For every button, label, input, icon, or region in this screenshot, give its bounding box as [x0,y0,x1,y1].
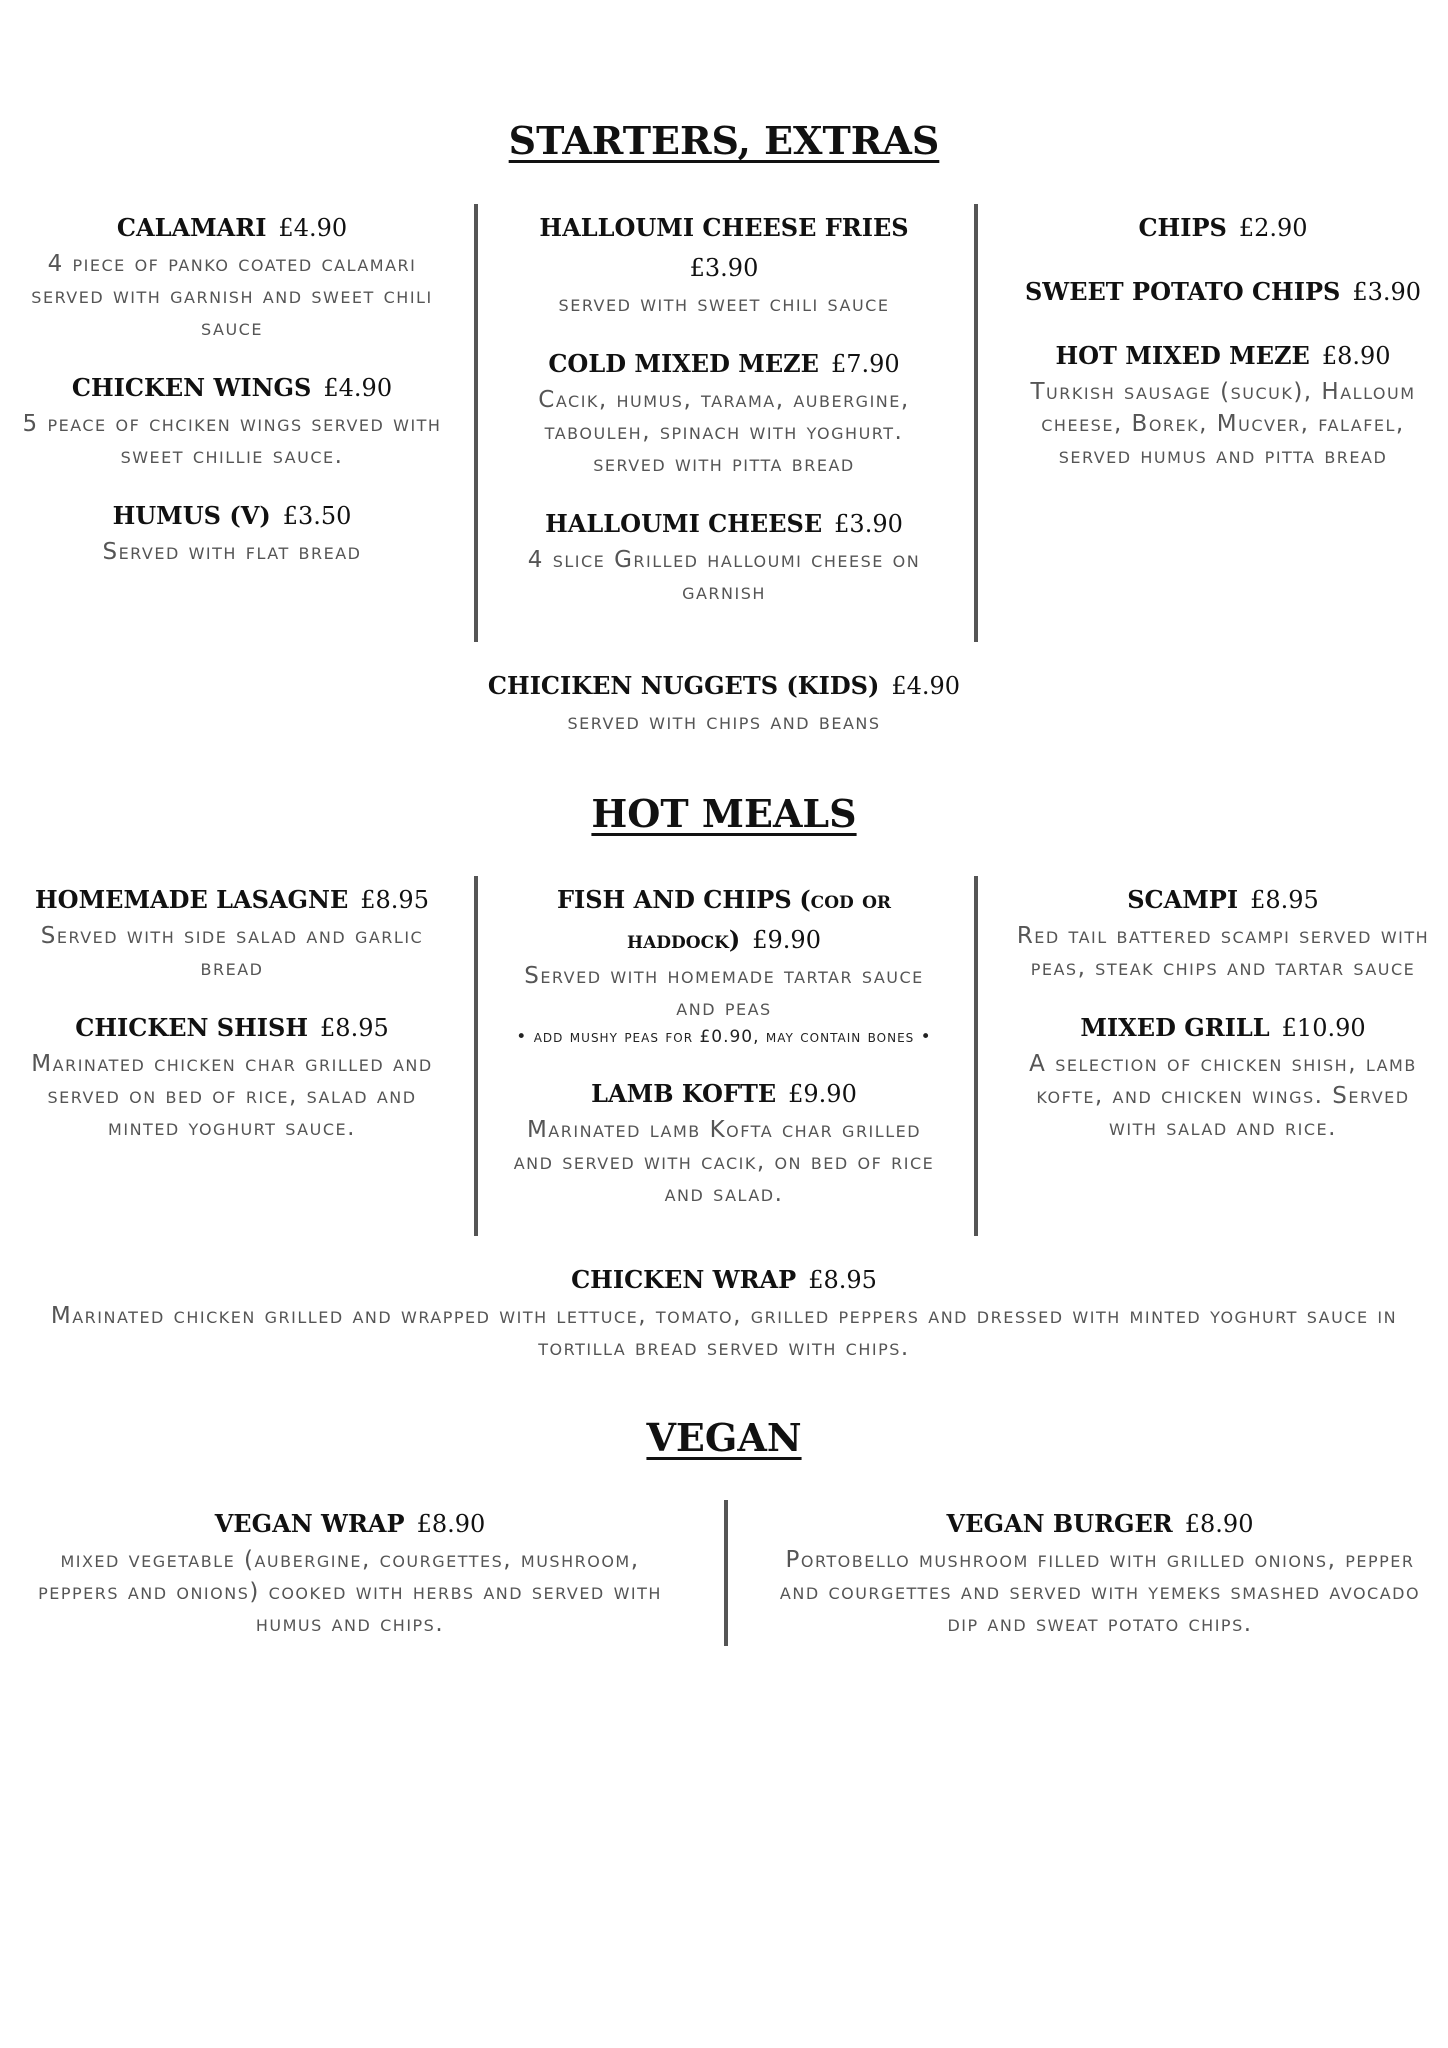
starters-column-2 [510,208,938,632]
item-price: £8.90 [1184,1510,1254,1538]
item-description: served with sweet chili sauce [558,291,890,317]
item-name: CHICKEN SHISH [75,1013,309,1042]
item-name: SCAMPI [1127,885,1239,914]
item-price: £8.95 [1250,886,1319,914]
item-price: £3.90 [689,254,759,282]
item-name: LAMB KOFTE [591,1079,777,1108]
column-divider [474,204,478,642]
menu-item [510,504,938,608]
item-description: Served with flat bread [102,539,362,565]
menu-item [14,208,450,344]
item-note: • add mushy peas for £0.90, may contain bones • [516,1027,932,1047]
menu-item [1010,880,1436,984]
item-description: Turkish sausage (sucuk), Halloum cheese, Borek, Mucver, falafel, served humus and pitta bread [1030,379,1416,469]
hot-meals-column-3 [1010,880,1436,1168]
menu-item [1010,272,1436,312]
menu-item [14,1008,450,1144]
item-description: Portobello mushroom filled with grilled onions, pepper and courgettes and served with yemeks smashed avocado dip and sweat potato chips. [779,1547,1421,1637]
item-description: served with chips and beans [567,709,881,735]
item-price: £8.90 [416,1510,486,1538]
item-price: £4.90 [323,374,393,402]
item-price: £3.50 [282,502,352,530]
menu-item [1010,1008,1436,1144]
item-description: A selection of chicken shish, lamb kofte, and chicken wings. Served with salad and rice. [1029,1051,1417,1141]
item-price: £3.90 [1352,278,1422,306]
item-price: £4.90 [278,214,348,242]
item-name-extra: (cod or haddock) [627,885,892,954]
item-price: £8.95 [808,1266,877,1294]
menu-item [510,344,938,480]
vegan-column-2 [770,1504,1430,1664]
item-price: £10.90 [1281,1014,1366,1042]
item-name: SWEET POTATO CHIPS [1024,277,1341,306]
item-name: HOMEMADE LASAGNE [35,885,349,914]
item-description: Cacik, humus, tarama, aubergine, tabouleh, spinach with yoghurt. served with pitta bread [538,387,910,477]
section-heading-vegan: VEGAN [646,1415,802,1460]
item-name: CHICIKEN NUGGETS (KIDS) [487,671,880,700]
menu-item [510,880,938,1050]
item-description: 4 piece of panko coated calamari served with garnish and sweet chili sauce [31,251,433,341]
item-name: COLD MIXED MEZE [548,349,819,378]
item-description: Marinated lamb Kofta char grilled and served with cacik, on bed of rice and salad. [513,1117,935,1207]
item-name: HUMUS (V) [112,501,271,530]
menu-item [1010,336,1436,472]
item-price: £9.90 [788,1080,857,1108]
item-name: CHICKEN WINGS [71,373,312,402]
item-name: FISH AND CHIPS [556,885,792,914]
menu-item [1010,208,1436,248]
item-name: CHIPS [1138,213,1227,242]
item-description: Marinated chicken grilled and wrapped with lettuce, tomato, grilled peppers and dressed with minted yoghurt sauce in tortilla bread served with chips. [50,1303,1398,1361]
item-price: £9.90 [752,926,821,954]
item-name: HALLOUMI CHEESE [545,509,823,538]
menu-item [14,368,450,472]
item-description: 4 slice Grilled halloumi cheese on garnish [527,547,921,605]
starters-column-3 [1010,208,1436,496]
menu-item [770,1504,1430,1640]
hot-meals-column-2 [510,880,938,1234]
column-divider [474,876,478,1236]
item-price: £4.90 [891,672,961,700]
item-name: HALLOUMI CHEESE FRIES [539,213,909,242]
menu-item [20,1504,680,1640]
item-description: Red tail battered scampi served with peas, steak chips and tartar sauce [1016,923,1430,981]
menu-item [510,208,938,320]
item-name: CALAMARI [116,213,267,242]
section-heading-hot-meals: HOT MEALS [591,791,857,836]
section-heading-starters: STARTERS, EXTRAS [508,118,940,163]
hot-meals-column-1 [14,880,450,1168]
column-divider [974,204,978,642]
menu-item [14,496,450,568]
item-name: CHICKEN WRAP [571,1265,797,1294]
hot-meals-bottom-item [24,1260,1424,1364]
item-description: mixed vegetable (aubergine, courgettes, mushroom, peppers and onions) cooked with herbs and served with humus and chips. [38,1547,662,1637]
starters-bottom-item [374,666,1074,738]
vegan-column-1 [20,1504,680,1664]
item-price: £8.95 [360,886,429,914]
item-name: VEGAN WRAP [214,1509,405,1538]
column-divider [974,876,978,1236]
item-price: £8.90 [1321,342,1391,370]
item-name: HOT MIXED MEZE [1055,341,1310,370]
item-description: Served with homemade tartar sauce and peas [524,963,924,1021]
item-price: £7.90 [830,350,900,378]
item-price: £2.90 [1238,214,1308,242]
item-price: £8.95 [320,1014,389,1042]
item-name: VEGAN BURGER [946,1509,1173,1538]
starters-column-1 [14,208,450,592]
column-divider [724,1500,728,1646]
item-price: £3.90 [834,510,903,538]
item-description: Served with side salad and garlic bread [40,923,424,981]
menu-item [510,1074,938,1210]
item-description: 5 peace of chciken wings served with sweet chillie sauce. [22,411,442,469]
item-description: Marinated chicken char grilled and served on bed of rice, salad and minted yoghurt sauce. [31,1051,433,1141]
item-name: MIXED GRILL [1080,1013,1270,1042]
menu-item [14,880,450,984]
